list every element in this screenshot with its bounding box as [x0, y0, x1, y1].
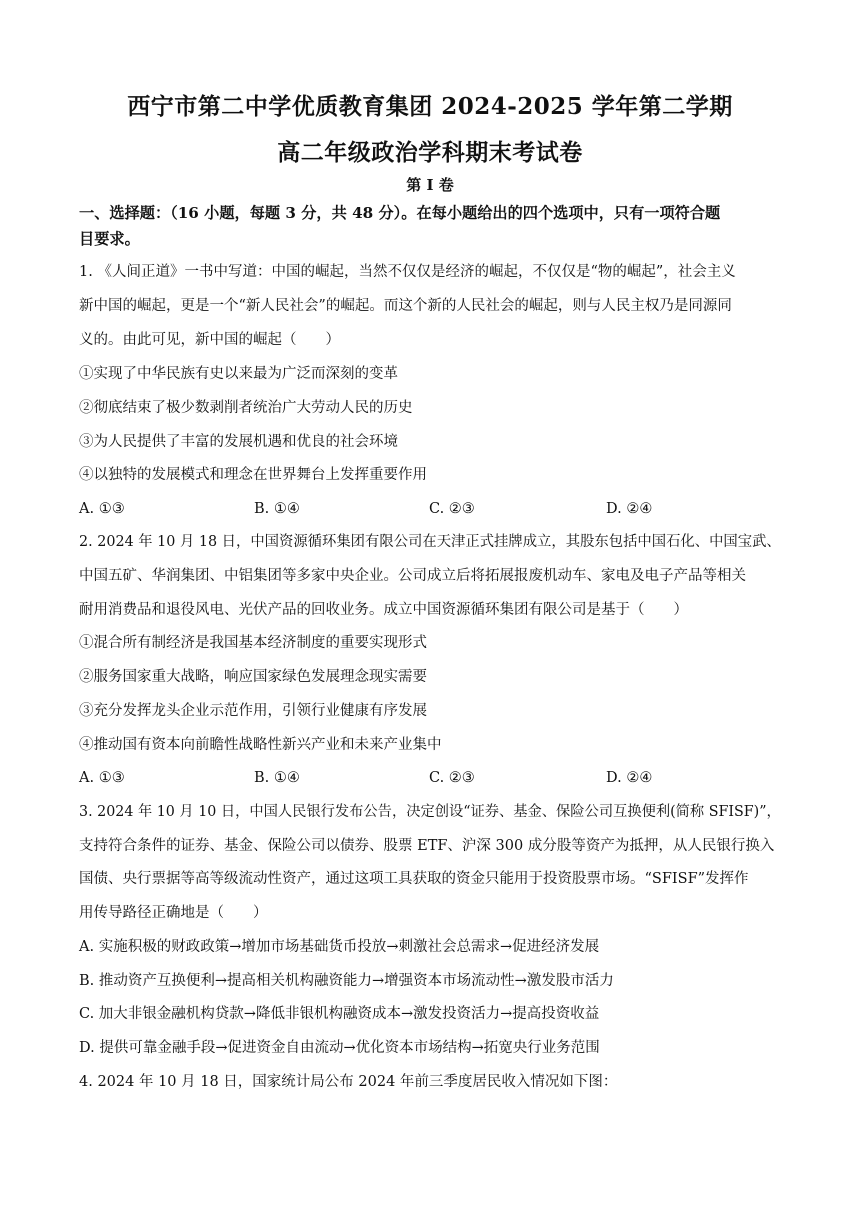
q1-option-a[interactable]: A. ①③	[79, 501, 125, 517]
q2-item-4: ④推动国有资本向前瞻性战略性新兴产业和未来产业集中	[79, 737, 442, 753]
q3-option-d[interactable]: D. 提供可靠金融手段→促进资金自由流动→优化资本市场结构→拓宽央行业务范围	[79, 1040, 600, 1056]
q1-item-3: ③为人民提供了丰富的发展机遇和优良的社会环境	[79, 434, 398, 450]
q2-item-2: ②服务国家重大战略，响应国家绿色发展理念现实需要	[79, 669, 427, 685]
q2-stem-line3: 耐用消费品和退役风电、光伏产品的回收业务。成立中国资源循环集团有限公司是基于（ ）	[79, 602, 688, 618]
q2-item-3: ③充分发挥龙头企业示范作用，引领行业健康有序发展	[79, 703, 427, 719]
volume-label: 第 I 卷	[406, 176, 454, 194]
q2-option-a[interactable]: A. ①③	[79, 770, 125, 786]
q2-stem-line2: 中国五矿、华润集团、中铝集团等多家中央企业。公司成立后将拓展报废机动车、家电及电子产品等相关	[79, 568, 746, 584]
q3-stem-line4: 用传导路径正确地是（ ）	[79, 905, 268, 921]
q1-option-c[interactable]: C. ②③	[429, 501, 475, 517]
q3-stem-line1: 3. 2024 年 10 月 10 日，中国人民银行发布公告，决定创设“证券、基金、保险公司互换便利(简称 SFISF)”，	[79, 804, 781, 820]
q1-stem-line2: 新中国的崛起，更是一个“新人民社会”的崛起。而这个新的人民社会的崛起，则与人民主权乃是同源同	[79, 298, 732, 314]
q3-option-b[interactable]: B. 推动资产互换便利→提高相关机构融资能力→增强资本市场流动性→激发股市活力	[79, 973, 614, 989]
exam-title-line2: 高二年级政治学科期末考试卷	[277, 139, 583, 166]
q3-stem-line3: 国债、央行票据等高等级流动性资产，通过这项工具获取的资金只能用于投资股票市场。“SFISF”发挥作	[79, 871, 749, 887]
q3-option-c[interactable]: C. 加大非银金融机构贷款→降低非银机构融资成本→激发投资活力→提高投资收益	[79, 1006, 600, 1022]
q2-stem-line1: 2. 2024 年 10 月 18 日，中国资源循环集团有限公司在天津正式挂牌成立，其股东包括中国石化、中国宝武、	[79, 534, 781, 550]
q2-option-d[interactable]: D. ②④	[606, 770, 653, 786]
q1-option-b[interactable]: B. ①④	[254, 501, 300, 517]
exam-title-line1: 西宁市第二中学优质教育集团 2024-2025 学年第二学期	[127, 93, 733, 120]
q2-item-1: ①混合所有制经济是我国基本经济制度的重要实现形式	[79, 635, 427, 651]
q1-item-4: ④以独特的发展模式和理念在世界舞台上发挥重要作用	[79, 467, 427, 483]
section-heading-line1: 一、选择题：（16 小题，每题 3 分，共 48 分）。在每小题给出的四个选项中，只有一项符合题	[79, 204, 721, 222]
q2-option-c[interactable]: C. ②③	[429, 770, 475, 786]
q1-item-2: ②彻底结束了极少数剥削者统治广大劳动人民的历史	[79, 400, 413, 416]
q3-stem-line2: 支持符合条件的证券、基金、保险公司以债券、股票 ETF、沪深 300 成分股等资产为抵押，从人民银行换入	[79, 838, 775, 854]
q1-stem-line3: 义的。由此可见，新中国的崛起（ ）	[79, 332, 340, 348]
q3-option-a[interactable]: A. 实施积极的财政政策→增加市场基础货币投放→刺激社会总需求→促进经济发展	[79, 939, 600, 955]
q2-option-b[interactable]: B. ①④	[254, 770, 300, 786]
q1-option-d[interactable]: D. ②④	[606, 501, 653, 517]
q1-stem-line1: 1. 《人间正道》一书中写道：中国的崛起，当然不仅仅是经济的崛起，不仅仅是“物的崛起”，社会主义	[79, 264, 736, 280]
q1-item-1: ①实现了中华民族有史以来最为广泛而深刻的变革	[79, 366, 398, 382]
q4-stem-line1: 4. 2024 年 10 月 18 日，国家统计局公布 2024 年前三季度居民收入情况如下图：	[79, 1074, 618, 1090]
section-heading-line2: 目要求。	[79, 230, 140, 248]
